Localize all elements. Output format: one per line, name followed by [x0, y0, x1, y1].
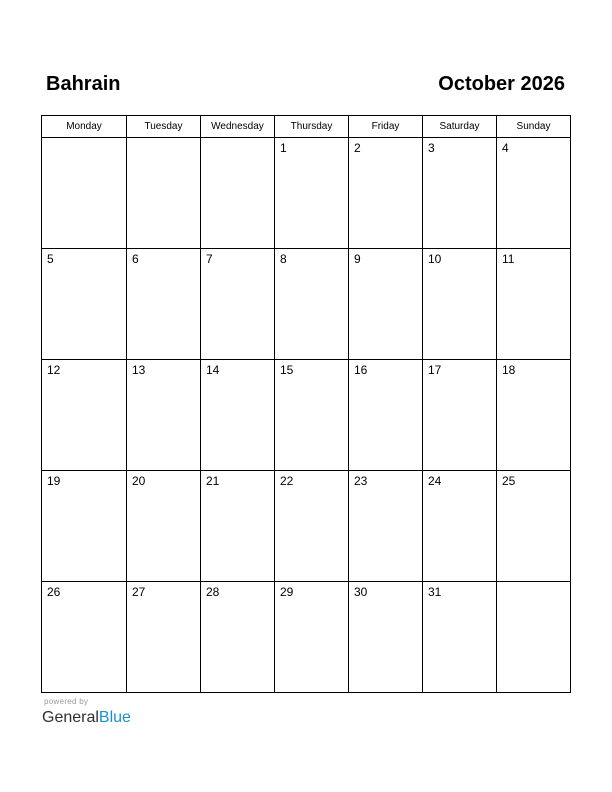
logo-text-general: General [42, 709, 99, 726]
day-number: 26 [47, 585, 61, 599]
day-cell [423, 249, 497, 360]
day-number: 1 [280, 141, 287, 155]
week-row [42, 471, 571, 582]
day-number [497, 582, 570, 585]
day-cell [349, 360, 423, 471]
day-cell [275, 138, 349, 249]
day-number: 22 [280, 474, 294, 488]
day-number: 21 [206, 474, 220, 488]
day-cell [349, 471, 423, 582]
day-number: 19 [47, 474, 61, 488]
day-cell [423, 360, 497, 471]
powered-by-label: powered by [44, 697, 89, 706]
day-number: 17 [428, 363, 442, 377]
day-number: 30 [354, 585, 368, 599]
day-cell [275, 471, 349, 582]
day-cell [275, 360, 349, 471]
day-number: 31 [428, 585, 442, 599]
day-cell [497, 471, 571, 582]
week-row [42, 138, 571, 249]
week-row [42, 249, 571, 360]
day-cell [127, 249, 201, 360]
day-cell [127, 360, 201, 471]
day-number: 7 [206, 252, 213, 266]
day-number: 8 [280, 252, 287, 266]
week-row [42, 582, 571, 693]
weekday-friday: Friday [349, 116, 423, 138]
day-number: 2 [354, 141, 361, 155]
day-number: 9 [354, 252, 361, 266]
weekday-saturday: Saturday [423, 116, 497, 138]
day-cell [201, 360, 275, 471]
day-cell [127, 582, 201, 693]
logo-text-blue: Blue [98, 709, 131, 726]
day-cell [42, 471, 127, 582]
day-number [201, 138, 274, 141]
day-cell [423, 471, 497, 582]
day-number: 4 [502, 141, 509, 155]
day-cell [42, 360, 127, 471]
day-number [42, 138, 126, 141]
weekday-thursday: Thursday [275, 116, 349, 138]
day-number: 27 [132, 585, 146, 599]
day-number: 29 [280, 585, 294, 599]
generalblue-logo[interactable] [42, 708, 131, 728]
day-cell [42, 138, 127, 249]
day-number: 25 [502, 474, 516, 488]
day-cell [423, 582, 497, 693]
day-number: 5 [47, 252, 54, 266]
weekday-tuesday: Tuesday [127, 116, 201, 138]
day-cell [423, 138, 497, 249]
day-cell [349, 138, 423, 249]
day-number: 10 [428, 252, 442, 266]
day-cell [201, 582, 275, 693]
day-cell [127, 138, 201, 249]
weekday-monday: Monday [42, 116, 127, 138]
day-cell [497, 249, 571, 360]
day-number: 14 [206, 363, 220, 377]
day-number: 11 [502, 252, 515, 266]
day-cell [349, 582, 423, 693]
day-cell [497, 138, 571, 249]
day-cell [201, 138, 275, 249]
day-number: 15 [280, 363, 294, 377]
day-cell [42, 582, 127, 693]
day-number: 6 [132, 252, 139, 266]
day-number: 18 [502, 363, 516, 377]
weekday-header-row [42, 116, 571, 138]
day-number: 20 [132, 474, 146, 488]
day-cell [275, 582, 349, 693]
day-number: 16 [354, 363, 368, 377]
weekday-wednesday: Wednesday [201, 116, 275, 138]
day-number [127, 138, 200, 141]
day-number: 23 [354, 474, 368, 488]
day-number: 24 [428, 474, 442, 488]
day-cell [42, 249, 127, 360]
week-row [42, 360, 571, 471]
day-cell [497, 582, 571, 693]
month-year-title: October 2026 [438, 73, 565, 95]
day-number: 3 [428, 141, 435, 155]
country-title: Bahrain [46, 73, 121, 95]
day-cell [127, 471, 201, 582]
day-cell [201, 249, 275, 360]
day-cell [497, 360, 571, 471]
day-number: 28 [206, 585, 220, 599]
day-cell [275, 249, 349, 360]
day-cell [349, 249, 423, 360]
day-number: 13 [132, 363, 146, 377]
weekday-sunday: Sunday [497, 116, 571, 138]
day-cell [201, 471, 275, 582]
day-number: 12 [47, 363, 61, 377]
calendar-grid [41, 115, 571, 693]
